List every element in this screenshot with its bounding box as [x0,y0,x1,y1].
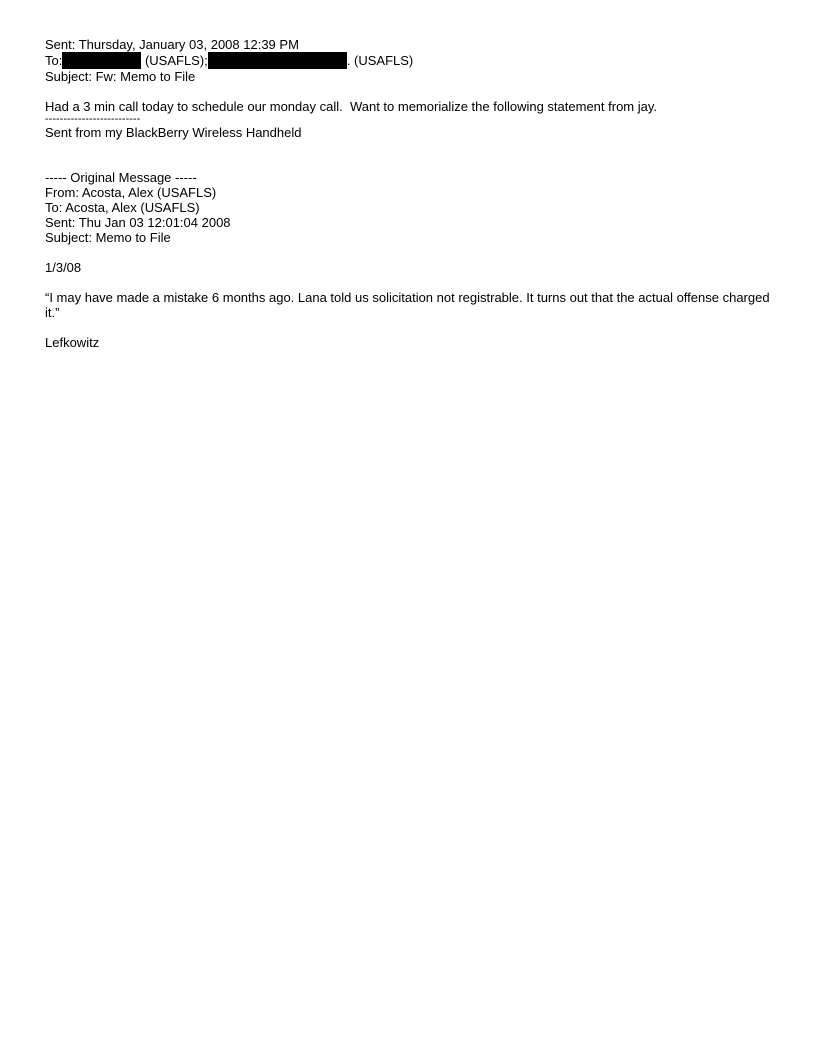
to-recipient-2-suffix: . (USAFLS) [346,53,414,68]
redaction-block-1 [62,52,141,69]
email-document [45,37,775,350]
original-to-line: To: Acosta, Alex (USAFLS) [45,200,200,215]
email-header [45,37,775,84]
memo-body [45,260,775,350]
original-from-line: From: Acosta, Alex (USAFLS) [45,185,217,200]
to-label: To: [45,53,63,68]
memo-date: 1/3/08 [45,260,82,275]
original-subject-line: Subject: Memo to File [45,230,171,245]
original-sent-line: Sent: Thu Jan 03 12:01:04 2008 [45,215,231,230]
signature-separator: -------------------------- [45,113,141,125]
memo-quote: “I may have made a mistake 6 months ago. Lana told us solicitation not registrable. It turns out that the actual offense charged it.” [45,290,770,320]
to-recipient-1-suffix: (USAFLS); [141,53,208,68]
message-text: Had a 3 min call today to schedule our monday call. Want to memorialize the following statement from jay. [45,99,658,114]
original-message-marker: ----- Original Message ----- [45,170,197,185]
signature-text: Sent from my BlackBerry Wireless Handheld [45,125,302,140]
to-line [45,52,775,69]
subject-line: Subject: Fw: Memo to File [45,69,196,84]
memo-author: Lefkowitz [45,335,100,350]
sent-line: Sent: Thursday, January 03, 2008 12:39 PM [45,37,299,52]
original-message-header [45,170,775,245]
redaction-block-2 [208,52,347,69]
email-body [45,99,775,140]
